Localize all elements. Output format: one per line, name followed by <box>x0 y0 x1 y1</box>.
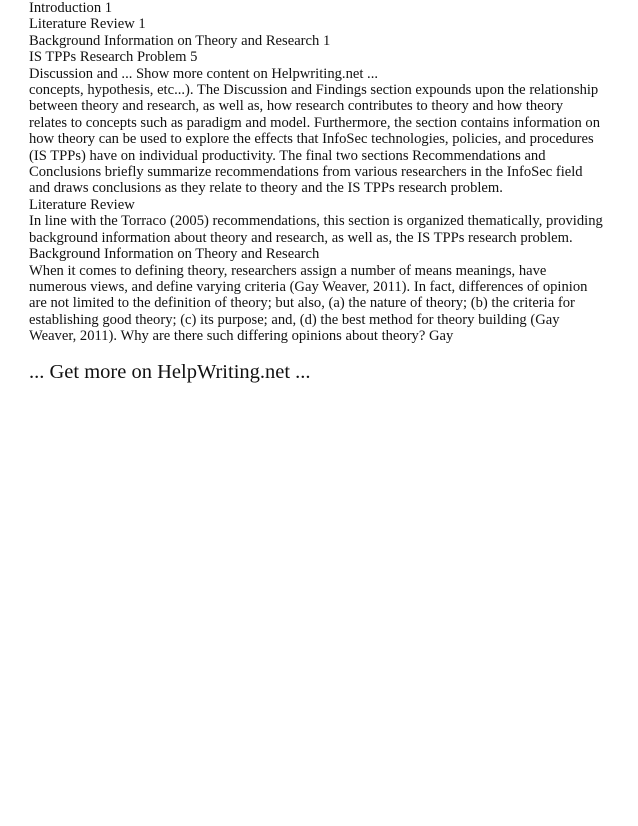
toc-discussion-show-more[interactable]: Discussion and ... Show more content on Helpwriting.net ... <box>29 65 378 82</box>
literature-review-paragraph: In line with the Torraco (2005) recommendations, this section is organized thematically, providing background information about theory and research, as well as, the IS TPPs research problem. <box>29 213 603 246</box>
background-heading: Background Information on Theory and Research <box>29 246 320 263</box>
literature-review-heading: Literature Review <box>29 196 135 213</box>
toc-background-information: Background Information on Theory and Research 1 <box>29 32 331 49</box>
intro-paragraph: concepts, hypothesis, etc...). The Discussion and Findings section expounds upon the relationship between theory and research, as well as, how research contributes to theory and how theory relates to concepts such as paradigm and model. Furthermore, the section contains information on how theory can be used to explore the effects that InfoSec technologies, policies, and procedures (IS TPPs) have on individual productivity. The final two sections Recommendations and Conclusions briefly summarize recommendations from various researchers in the InfoSec field and draws conclusions as they relate to theory and the IS TPPs research problem. <box>29 82 601 197</box>
toc-literature-review: Literature Review 1 <box>29 16 146 33</box>
toc-introduction: Introduction 1 <box>29 0 113 16</box>
document-page <box>29 0 604 404</box>
background-paragraph: When it comes to defining theory, researchers assign a number of means meanings, have numerous views, and define varying criteria (Gay Weaver, 2011). In fact, differences of opinion are not limited to the definition of theory; but also, (a) the nature of theory; (b) the criteria for establishing good theory; (c) its purpose; and, (d) the best method for theory building (Gay Weaver, 2011). Why are there such differing opinions about theory? Gay <box>29 262 588 345</box>
toc-research-problem: IS TPPs Research Problem 5 <box>29 49 198 66</box>
get-more-link[interactable]: ... Get more on HelpWriting.net ... <box>29 360 311 383</box>
